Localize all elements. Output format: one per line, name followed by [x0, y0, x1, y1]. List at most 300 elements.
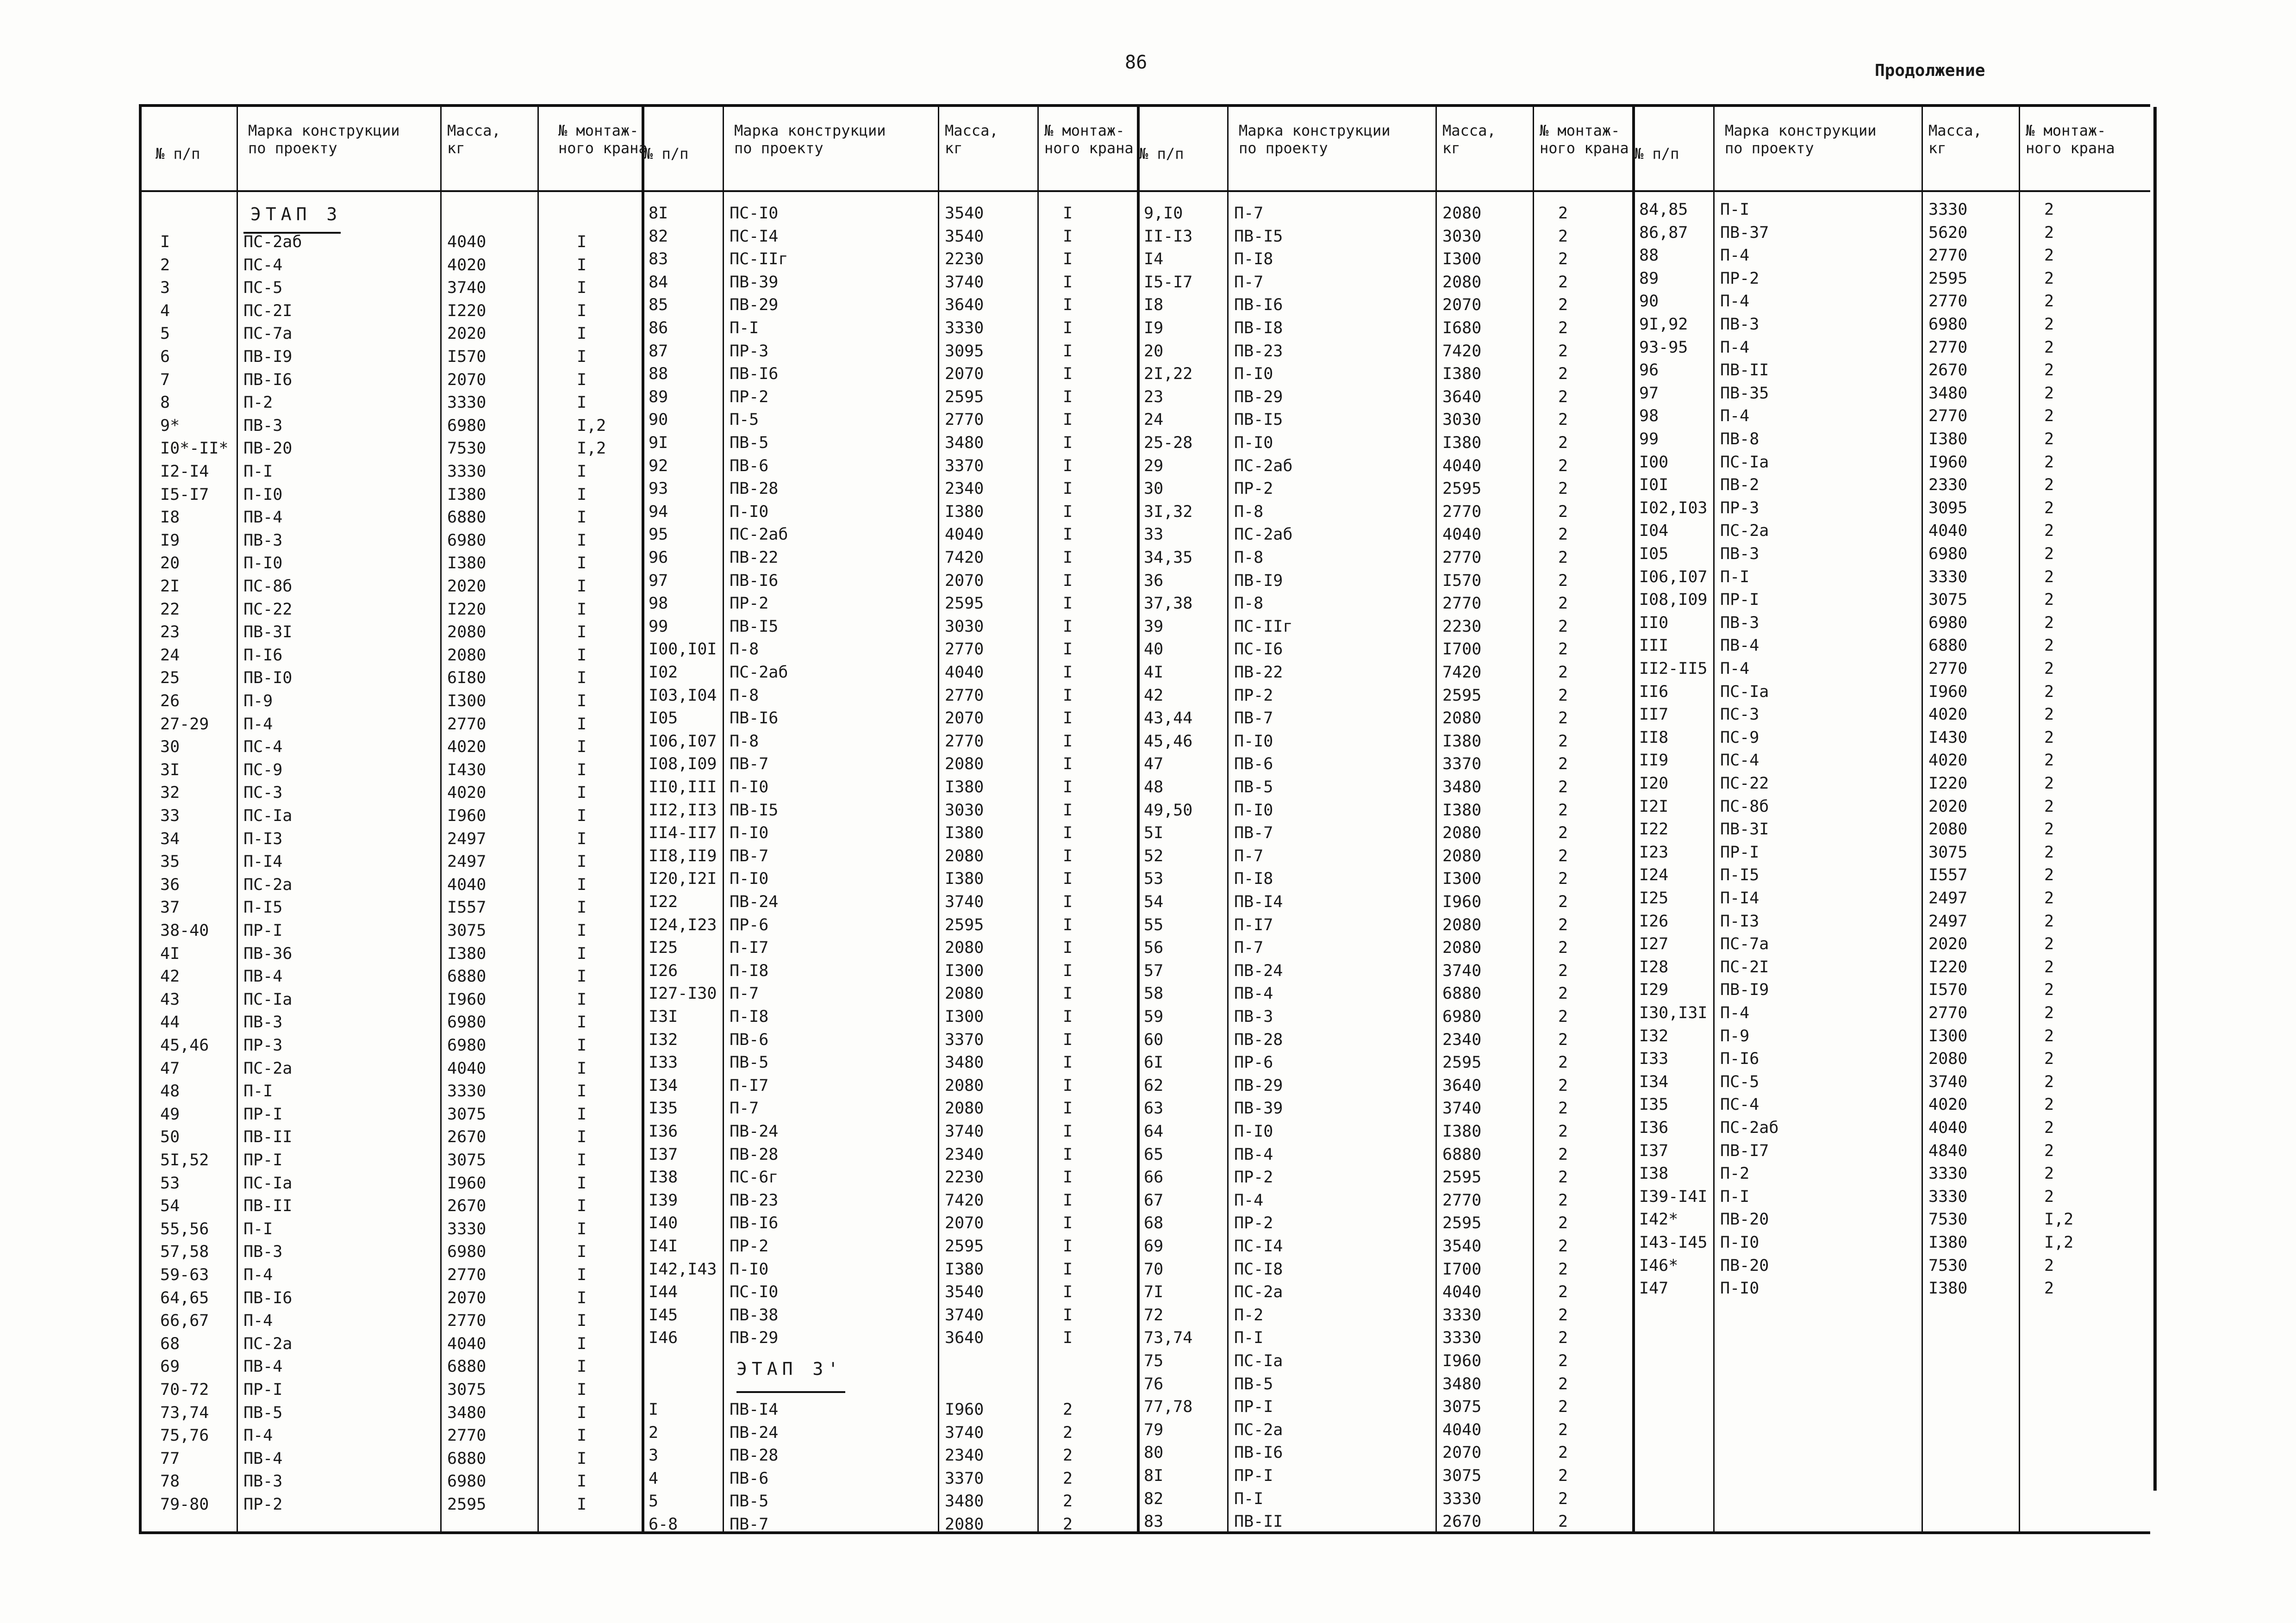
- row-mark: ПС-5: [1720, 1072, 1759, 1091]
- row-crane: I: [1063, 342, 1073, 361]
- row-mark: ПВ-I6: [730, 571, 779, 590]
- construction-table: [139, 104, 2150, 1534]
- row-mark: ПР-2: [730, 387, 769, 406]
- row-crane: 2: [1558, 319, 1568, 337]
- row-crane: 2: [2044, 797, 2054, 816]
- row-mass: 2080: [945, 1076, 984, 1095]
- row-number: 69: [160, 1357, 180, 1376]
- row-crane: I: [577, 1174, 587, 1193]
- row-number: I46: [649, 1329, 678, 1348]
- row-number: 38-40: [160, 921, 209, 940]
- row-number: 33: [1144, 525, 1164, 544]
- row-mass: 2080: [447, 623, 487, 642]
- row-crane: 2: [2044, 292, 2054, 311]
- row-mass: I960: [1442, 893, 1482, 911]
- row-crane: 2: [1558, 204, 1568, 223]
- row-mark: ПВ-35: [1720, 384, 1769, 403]
- row-crane: I: [577, 301, 587, 320]
- row-mark: ПВ-I6: [1234, 296, 1283, 315]
- row-number: I03,I04: [649, 686, 717, 705]
- row-mass: 2595: [1442, 686, 1482, 705]
- row-crane: 2: [2044, 659, 2054, 678]
- row-mark: ПС-I6: [1234, 640, 1283, 659]
- row-crane: 2: [2044, 361, 2054, 380]
- row-mass: 3075: [447, 1105, 487, 1124]
- row-mass: 3540: [945, 1283, 984, 1302]
- row-crane: I,2: [577, 416, 606, 435]
- row-mark: П-I0: [1234, 365, 1273, 384]
- row-crane: 2: [2044, 1187, 2054, 1206]
- row-crane: I: [577, 1082, 587, 1101]
- row-mass: 7530: [1928, 1210, 1968, 1229]
- row-number: I37: [1639, 1141, 1669, 1160]
- header-mass: Масса, кг: [1928, 122, 1982, 157]
- row-crane: I: [1063, 778, 1073, 796]
- row-mass: 2770: [1928, 407, 1968, 426]
- row-mass: 3075: [1928, 591, 1968, 609]
- row-mass: 2330: [1928, 476, 1968, 495]
- row-crane: I: [577, 1288, 587, 1307]
- row-mass: 2770: [447, 1312, 487, 1331]
- row-mark: ПР-2: [1234, 686, 1273, 705]
- row-crane: I: [577, 1128, 587, 1147]
- row-crane: I,2: [2044, 1210, 2074, 1229]
- row-number: 20: [160, 554, 180, 573]
- row-mass: 2770: [1928, 659, 1968, 678]
- row-crane: 2: [1558, 571, 1568, 590]
- row-number: 47: [1144, 755, 1164, 774]
- row-mark: П-5: [730, 410, 759, 429]
- row-number: 52: [1144, 846, 1164, 865]
- row-mass: 6880: [1442, 1145, 1482, 1164]
- row-mass: 6980: [1928, 545, 1968, 563]
- row-mass: I430: [447, 760, 487, 779]
- row-crane: I: [577, 324, 587, 343]
- row-mass: I380: [1442, 1122, 1482, 1141]
- row-crane: 2: [2044, 1095, 2054, 1114]
- row-crane: I: [577, 279, 587, 298]
- row-number: 7I: [1144, 1283, 1164, 1302]
- row-mass: 4040: [447, 1334, 487, 1353]
- row-mark: ПР-I: [243, 921, 283, 940]
- header-mass: Масса, кг: [447, 122, 501, 157]
- row-number: 64: [1144, 1122, 1164, 1141]
- row-number: 77: [160, 1449, 180, 1468]
- row-mark: ПВ-6: [1234, 755, 1273, 774]
- row-crane: 2: [1558, 1076, 1568, 1095]
- row-mass: 2080: [1442, 846, 1482, 865]
- row-number: 6: [160, 348, 170, 366]
- row-mark: ПС-2а: [243, 1059, 293, 1078]
- row-mass: 2070: [945, 571, 984, 590]
- row-crane: 2: [1558, 870, 1568, 889]
- row-mark: ПР-2: [243, 1495, 283, 1514]
- header-mark: Марка конструкции по проекту: [1725, 122, 1877, 157]
- row-mark: ПВ-5: [730, 434, 769, 452]
- row-mass: 3540: [945, 227, 984, 246]
- row-number: 88: [1639, 246, 1659, 265]
- row-mass: 2595: [945, 1237, 984, 1256]
- row-mark: П-8: [730, 640, 759, 659]
- row-mass: 7530: [447, 439, 487, 458]
- column-rule: [237, 107, 238, 1531]
- row-mass: 2770: [945, 410, 984, 429]
- row-mass: 7530: [1928, 1256, 1968, 1275]
- row-crane: I: [577, 1495, 587, 1514]
- row-crane: 2: [1558, 1191, 1568, 1210]
- header-num: № п/п: [156, 145, 200, 162]
- row-mark: П-I8: [730, 1007, 769, 1026]
- header-crane: № монтаж- ного крана: [1044, 122, 1134, 157]
- row-crane: I: [577, 485, 587, 504]
- row-number: 99: [1639, 430, 1659, 448]
- row-mark: П-I7: [730, 1076, 769, 1095]
- row-mark: ПС-2аб: [243, 233, 302, 251]
- row-crane: 2: [2044, 1072, 2054, 1091]
- row-number: 65: [1144, 1145, 1164, 1164]
- row-mark: П-I5: [1720, 866, 1759, 885]
- row-crane: 2: [2044, 682, 2054, 701]
- row-number: 4: [160, 301, 170, 320]
- row-mass: 6980: [447, 1243, 487, 1262]
- row-mark: ПВ-24: [1234, 961, 1283, 980]
- row-mass: I960: [447, 990, 487, 1009]
- row-mark: ПВ-36: [243, 944, 293, 963]
- row-mass: 3330: [447, 393, 487, 412]
- row-crane: I: [577, 1219, 587, 1238]
- row-mass: 4040: [1928, 1119, 1968, 1137]
- row-crane: 2: [2044, 636, 2054, 655]
- row-mass: 2080: [1442, 273, 1482, 292]
- row-mark: ПВ-I5: [730, 801, 779, 820]
- row-mark: ПС-4: [243, 738, 283, 757]
- row-number: 82: [1144, 1489, 1164, 1508]
- row-mark: ПВ-7: [1234, 709, 1273, 728]
- row-mark: П-I: [243, 1082, 273, 1101]
- row-crane: 2: [2044, 200, 2054, 219]
- row-number: 5I,52: [160, 1151, 209, 1169]
- row-crane: 2: [1558, 1374, 1568, 1393]
- row-mass: 3095: [1928, 498, 1968, 517]
- row-mark: ПВ-I4: [1234, 893, 1283, 911]
- row-number: 4: [649, 1469, 659, 1488]
- row-mark: ПВ-7: [1234, 824, 1273, 843]
- row-mark: ПВ-20: [243, 439, 293, 458]
- row-mass: I220: [1928, 958, 1968, 976]
- row-crane: I: [1063, 204, 1073, 223]
- row-mass: 3075: [1928, 843, 1968, 862]
- row-mark: ПВ-7: [730, 755, 769, 774]
- row-crane: I: [1063, 502, 1073, 521]
- row-crane: 2: [2044, 935, 2054, 954]
- row-mark: ПР-6: [730, 915, 769, 934]
- row-mass: 6980: [447, 1013, 487, 1032]
- row-crane: I: [577, 1312, 587, 1331]
- row-mark: ПВ-8: [1720, 430, 1759, 448]
- row-mark: П-I0: [1720, 1279, 1759, 1298]
- row-number: 6I: [1144, 1053, 1164, 1072]
- row-mass: I300: [945, 1007, 984, 1026]
- row-crane: 2: [2044, 1256, 2054, 1275]
- row-mass: 3740: [447, 279, 487, 298]
- row-mark: ПВ-22: [1234, 663, 1283, 682]
- row-number: I46*: [1639, 1256, 1678, 1275]
- row-crane: I: [1063, 732, 1073, 751]
- row-mark: ПС-2аб: [1720, 1119, 1779, 1137]
- row-mass: I300: [447, 692, 487, 710]
- row-mark: П-8: [1234, 594, 1264, 613]
- row-crane: 2: [2044, 246, 2054, 265]
- row-number: 85: [649, 296, 668, 315]
- row-crane: 2: [1558, 640, 1568, 659]
- row-crane: I: [577, 898, 587, 917]
- row-number: 55,56: [160, 1219, 209, 1238]
- row-crane: 2: [1558, 1168, 1568, 1187]
- row-mass: 4040: [1442, 1420, 1482, 1439]
- row-crane: I: [1063, 961, 1073, 980]
- stage-heading: ЭТАП 3: [250, 204, 342, 224]
- row-number: 8: [160, 393, 170, 412]
- row-number: I37: [649, 1145, 678, 1164]
- row-mass: 2080: [945, 984, 984, 1003]
- row-mass: 2080: [945, 939, 984, 958]
- row-crane: I: [577, 577, 587, 596]
- row-number: 9*: [160, 416, 180, 435]
- row-mark: П-4: [1720, 1004, 1750, 1022]
- row-mass: 7420: [1442, 342, 1482, 361]
- row-mass: 4040: [1442, 1283, 1482, 1302]
- row-mass: 2595: [447, 1495, 487, 1514]
- row-mass: 2230: [945, 1168, 984, 1187]
- row-mass: 2497: [447, 852, 487, 871]
- row-crane: 2: [2044, 591, 2054, 609]
- row-number: 3I: [160, 760, 180, 779]
- row-mark: ПС-2а: [1234, 1420, 1283, 1439]
- row-number: I2-I4: [160, 462, 209, 481]
- row-mass: 4020: [447, 738, 487, 757]
- row-mass: 3330: [1928, 1164, 1968, 1183]
- row-number: I4I: [649, 1237, 678, 1256]
- row-number: I34: [1639, 1072, 1669, 1091]
- row-number: 49,50: [1144, 801, 1193, 820]
- row-crane: I: [1063, 709, 1073, 728]
- row-number: I35: [649, 1099, 678, 1118]
- row-crane: 2: [1558, 296, 1568, 315]
- row-mass: I380: [1442, 732, 1482, 751]
- row-crane: 2: [1558, 1099, 1568, 1118]
- column-rule: [440, 107, 442, 1531]
- row-mark: П-7: [730, 1099, 759, 1118]
- row-number: I38: [649, 1168, 678, 1187]
- row-number: 97: [1639, 384, 1659, 403]
- row-crane: 2: [1063, 1446, 1073, 1465]
- row-number: 89: [1639, 269, 1659, 288]
- row-mark: ПВ-I5: [1234, 227, 1283, 246]
- row-number: 57,58: [160, 1243, 209, 1262]
- row-mark: ПР-2: [730, 594, 769, 613]
- row-mass: 3030: [945, 617, 984, 636]
- row-number: I26: [649, 961, 678, 980]
- row-mass: I570: [447, 348, 487, 366]
- row-mass: I700: [1442, 640, 1482, 659]
- row-crane: I: [1063, 227, 1073, 246]
- row-crane: 2: [1558, 1260, 1568, 1279]
- row-number: I02,I03: [1639, 498, 1708, 517]
- row-crane: 2: [2044, 338, 2054, 357]
- row-mass: 3740: [1442, 961, 1482, 980]
- row-number: 42: [160, 967, 180, 986]
- row-number: 50: [160, 1128, 180, 1147]
- row-crane: 2: [2044, 1164, 2054, 1183]
- header-mass: Масса, кг: [1442, 122, 1496, 157]
- row-crane: 2: [1558, 1512, 1568, 1531]
- row-crane: I: [577, 715, 587, 734]
- row-number: 8I: [1144, 1467, 1164, 1485]
- row-mass: 2497: [1928, 912, 1968, 931]
- row-number: 93: [649, 479, 668, 498]
- row-crane: 2: [1558, 1145, 1568, 1164]
- row-mark: ПВ-3: [1234, 1007, 1273, 1026]
- row-mark: П-I0: [1234, 801, 1273, 820]
- row-mark: ПВ-5: [730, 1053, 769, 1072]
- row-number: 84: [649, 273, 668, 292]
- row-crane: I: [1063, 571, 1073, 590]
- row-number: 60: [1144, 1030, 1164, 1049]
- row-mass: 2070: [447, 1288, 487, 1307]
- row-mass: 2020: [447, 577, 487, 596]
- row-crane: 2: [2044, 567, 2054, 586]
- row-crane: 2: [1063, 1400, 1073, 1419]
- row-mass: 3330: [1928, 1187, 1968, 1206]
- row-mass: 2595: [945, 594, 984, 613]
- row-mass: 2230: [1442, 617, 1482, 636]
- row-mark: ПВ-7: [730, 1515, 769, 1534]
- row-number: I08,I09: [649, 755, 717, 774]
- row-mass: 3370: [945, 1469, 984, 1488]
- row-number: 29: [1144, 456, 1164, 475]
- row-crane: 2: [1558, 525, 1568, 544]
- row-number: II8,II9: [649, 846, 717, 865]
- row-mass: 2080: [1442, 915, 1482, 934]
- column-rule: [723, 107, 724, 1531]
- row-crane: 2: [1558, 1467, 1568, 1485]
- row-mass: 7420: [1442, 663, 1482, 682]
- row-mass: 4020: [1928, 1095, 1968, 1114]
- row-number: 97: [649, 571, 668, 590]
- row-number: 40: [1144, 640, 1164, 659]
- row-mark: ПВ-4: [243, 1449, 283, 1468]
- row-crane: I: [577, 1013, 587, 1032]
- row-mass: I300: [1442, 870, 1482, 889]
- row-number: I22: [1639, 820, 1669, 839]
- row-number: 86: [649, 319, 668, 337]
- row-mark: ПС-3: [1720, 705, 1759, 724]
- row-mark: П-4: [1720, 292, 1750, 311]
- row-mark: ПВ-I5: [730, 617, 779, 636]
- row-mass: I220: [1928, 774, 1968, 793]
- row-crane: I: [577, 875, 587, 894]
- row-number: 73,74: [1144, 1329, 1193, 1348]
- row-crane: 2: [1558, 846, 1568, 865]
- row-mark: ПР-I: [243, 1105, 283, 1124]
- row-crane: 2: [1558, 479, 1568, 498]
- row-number: II9: [1639, 751, 1669, 770]
- row-mass: I380: [1442, 434, 1482, 452]
- row-mark: ПВ-I7: [1720, 1141, 1769, 1160]
- row-crane: I: [577, 1334, 587, 1353]
- row-crane: 2: [2044, 705, 2054, 724]
- row-mark: П-I: [730, 319, 759, 337]
- row-number: I05: [649, 709, 678, 728]
- row-number: 68: [160, 1334, 180, 1353]
- row-number: 54: [160, 1197, 180, 1216]
- row-number: I40: [649, 1214, 678, 1233]
- row-crane: 2: [1558, 824, 1568, 843]
- row-mass: 2070: [945, 1214, 984, 1233]
- row-mark: П-I0: [730, 502, 769, 521]
- row-mark: ПВ-22: [730, 548, 779, 567]
- row-crane: I: [1063, 915, 1073, 934]
- row-mark: ПС-2а: [1234, 1283, 1283, 1302]
- row-crane: 2: [2044, 866, 2054, 885]
- row-number: I33: [649, 1053, 678, 1072]
- row-crane: 2: [1558, 1053, 1568, 1072]
- row-mark: П-8: [730, 732, 759, 751]
- row-mass: 2080: [1442, 204, 1482, 223]
- row-mark: ПР-I: [1720, 591, 1759, 609]
- row-crane: 2: [1558, 594, 1568, 613]
- row-number: 43,44: [1144, 709, 1193, 728]
- row-mass: 3330: [447, 1219, 487, 1238]
- row-mark: ПС-Iа: [1234, 1352, 1283, 1370]
- row-crane: I: [1063, 663, 1073, 682]
- row-number: 39: [1144, 617, 1164, 636]
- row-mark: ПВ-I6: [1234, 1443, 1283, 1462]
- row-number: I20,I2I: [649, 870, 717, 889]
- row-mark: ПВ-3: [243, 416, 283, 435]
- row-crane: 2: [1558, 1237, 1568, 1256]
- row-mass: 3480: [447, 1403, 487, 1422]
- row-crane: I: [1063, 939, 1073, 958]
- row-mark: ПВ-4: [1234, 1145, 1273, 1164]
- row-mass: 2070: [945, 709, 984, 728]
- row-crane: 2: [2044, 1119, 2054, 1137]
- row-mark: П-I: [1720, 200, 1750, 219]
- row-number: I26: [1639, 912, 1669, 931]
- row-mark: ПВ-I4: [730, 1400, 779, 1419]
- row-number: 54: [1144, 893, 1164, 911]
- row-mass: 2080: [447, 646, 487, 665]
- row-mass: 2340: [945, 1145, 984, 1164]
- row-mass: 2770: [447, 1426, 487, 1445]
- row-mass: 3030: [1442, 227, 1482, 246]
- header-mass: Масса, кг: [945, 122, 998, 157]
- row-crane: 2: [2044, 912, 2054, 931]
- row-number: 82: [649, 227, 668, 246]
- row-crane: 2: [1063, 1469, 1073, 1488]
- row-crane: I: [577, 1426, 587, 1445]
- row-mark: П-I: [1720, 567, 1750, 586]
- row-mark: П-I5: [243, 898, 283, 917]
- row-mark: ПВ-5: [730, 1492, 769, 1511]
- row-mass: 3640: [1442, 1076, 1482, 1095]
- row-number: 98: [649, 594, 668, 613]
- row-mass: 2770: [945, 686, 984, 705]
- row-number: 34,35: [1144, 548, 1193, 567]
- row-mass: 3370: [945, 1030, 984, 1049]
- row-mark: ПВ-II: [243, 1197, 293, 1216]
- row-crane: I: [1063, 410, 1073, 429]
